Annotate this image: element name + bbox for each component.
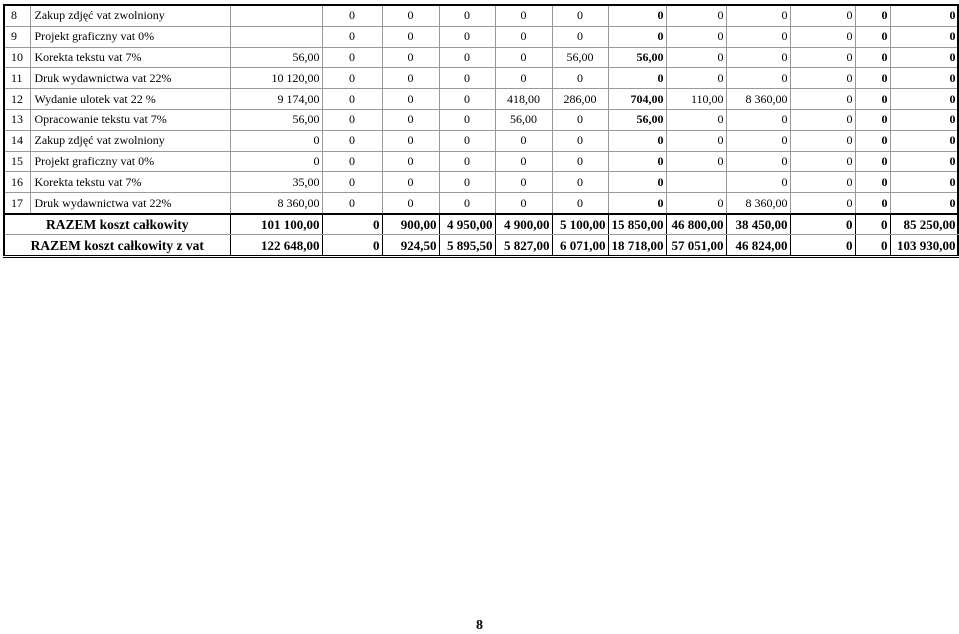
- value-cell: 0: [495, 26, 552, 47]
- cost-item-name: Druk wydawnictwa vat 22%: [30, 193, 230, 214]
- cost-item-name: Zakup zdjęć vat zwolniony: [30, 5, 230, 26]
- cost-item-name: Projekt graficzny vat 0%: [30, 151, 230, 172]
- value-cell: 35,00: [230, 172, 322, 193]
- value-cell: 0: [552, 130, 608, 151]
- value-cell: 0: [855, 151, 890, 172]
- value-cell: 0: [890, 151, 958, 172]
- value-cell: 8 360,00: [726, 193, 790, 214]
- value-cell: 0: [230, 130, 322, 151]
- value-cell: 0: [726, 172, 790, 193]
- value-cell: 0: [382, 5, 439, 26]
- total-value-cell: 0: [855, 235, 890, 257]
- totals-row: [4, 235, 958, 257]
- row-number: 8: [4, 5, 30, 26]
- cost-item-name: Druk wydawnictwa vat 22%: [30, 68, 230, 89]
- total-value-cell: 0: [322, 235, 382, 257]
- value-cell: 0: [855, 89, 890, 110]
- row-number: 9: [4, 26, 30, 47]
- total-value-cell: 85 250,00: [890, 214, 958, 235]
- value-cell: 0: [855, 26, 890, 47]
- total-value-cell: 924,50: [382, 235, 439, 257]
- totals-label: RAZEM koszt całkowity z vat: [4, 235, 230, 257]
- value-cell: 0: [552, 109, 608, 130]
- value-cell: 0: [890, 109, 958, 130]
- cost-item-name: Korekta tekstu vat 7%: [30, 47, 230, 68]
- value-cell: 0: [608, 130, 666, 151]
- cost-item-name: Opracowanie tekstu vat 7%: [30, 109, 230, 130]
- value-cell: 110,00: [666, 89, 726, 110]
- value-cell: 0: [495, 47, 552, 68]
- value-cell: 0: [726, 109, 790, 130]
- totals-label: RAZEM koszt całkowity: [4, 214, 230, 235]
- table-row: [4, 151, 958, 172]
- value-cell: 0: [230, 151, 322, 172]
- value-cell: 0: [552, 26, 608, 47]
- total-value-cell: 0: [322, 214, 382, 235]
- value-cell: 0: [608, 68, 666, 89]
- value-cell: 8 360,00: [726, 89, 790, 110]
- value-cell: 0: [666, 109, 726, 130]
- value-cell: 56,00: [608, 47, 666, 68]
- value-cell: 56,00: [608, 109, 666, 130]
- value-cell: 0: [855, 47, 890, 68]
- value-cell: 0: [855, 193, 890, 214]
- total-value-cell: 5 827,00: [495, 235, 552, 257]
- value-cell: 0: [726, 26, 790, 47]
- table-row: [4, 172, 958, 193]
- value-cell: 0: [608, 151, 666, 172]
- value-cell: 0: [439, 172, 495, 193]
- cost-item-name: Projekt graficzny vat 0%: [30, 26, 230, 47]
- value-cell: 56,00: [230, 47, 322, 68]
- value-cell: 0: [790, 193, 855, 214]
- total-value-cell: 46 800,00: [666, 214, 726, 235]
- value-cell: [230, 5, 322, 26]
- value-cell: 0: [439, 26, 495, 47]
- total-value-cell: 38 450,00: [726, 214, 790, 235]
- cost-table: [3, 4, 959, 258]
- value-cell: 0: [890, 47, 958, 68]
- value-cell: 0: [608, 5, 666, 26]
- value-cell: 0: [790, 26, 855, 47]
- value-cell: 0: [322, 47, 382, 68]
- row-number: 13: [4, 109, 30, 130]
- value-cell: 0: [890, 172, 958, 193]
- value-cell: 0: [382, 151, 439, 172]
- value-cell: 418,00: [495, 89, 552, 110]
- value-cell: 0: [790, 5, 855, 26]
- value-cell: 0: [495, 172, 552, 193]
- total-value-cell: 15 850,00: [608, 214, 666, 235]
- total-value-cell: 57 051,00: [666, 235, 726, 257]
- value-cell: 0: [439, 89, 495, 110]
- cost-item-name: Korekta tekstu vat 7%: [30, 172, 230, 193]
- value-cell: 9 174,00: [230, 89, 322, 110]
- page-number: 8: [476, 618, 483, 633]
- value-cell: 56,00: [495, 109, 552, 130]
- value-cell: 0: [608, 172, 666, 193]
- value-cell: 0: [608, 26, 666, 47]
- value-cell: 0: [322, 151, 382, 172]
- value-cell: 8 360,00: [230, 193, 322, 214]
- value-cell: 0: [322, 5, 382, 26]
- value-cell: 0: [322, 130, 382, 151]
- value-cell: 0: [726, 5, 790, 26]
- table-row: [4, 89, 958, 110]
- table-row: [4, 130, 958, 151]
- value-cell: 0: [666, 68, 726, 89]
- value-cell: 0: [382, 89, 439, 110]
- value-cell: 0: [322, 26, 382, 47]
- row-number: 16: [4, 172, 30, 193]
- table-row: [4, 47, 958, 68]
- row-number: 17: [4, 193, 30, 214]
- value-cell: 0: [382, 193, 439, 214]
- value-cell: 10 120,00: [230, 68, 322, 89]
- value-cell: 0: [439, 151, 495, 172]
- value-cell: 0: [552, 68, 608, 89]
- value-cell: 56,00: [552, 47, 608, 68]
- value-cell: 0: [666, 193, 726, 214]
- value-cell: 0: [382, 68, 439, 89]
- value-cell: 0: [552, 5, 608, 26]
- value-cell: 0: [666, 47, 726, 68]
- value-cell: 0: [890, 130, 958, 151]
- value-cell: 0: [726, 151, 790, 172]
- value-cell: 0: [790, 172, 855, 193]
- value-cell: 0: [666, 26, 726, 47]
- value-cell: 0: [495, 193, 552, 214]
- value-cell: 0: [890, 68, 958, 89]
- value-cell: 0: [890, 89, 958, 110]
- total-value-cell: 103 930,00: [890, 235, 958, 257]
- value-cell: 0: [439, 68, 495, 89]
- value-cell: 0: [790, 151, 855, 172]
- value-cell: 0: [666, 130, 726, 151]
- value-cell: 0: [439, 5, 495, 26]
- value-cell: 0: [382, 130, 439, 151]
- table-body: [4, 5, 958, 256]
- value-cell: 0: [726, 130, 790, 151]
- value-cell: 0: [790, 68, 855, 89]
- value-cell: 704,00: [608, 89, 666, 110]
- value-cell: 0: [855, 130, 890, 151]
- value-cell: 0: [552, 172, 608, 193]
- value-cell: 0: [855, 172, 890, 193]
- total-value-cell: 0: [790, 235, 855, 257]
- row-number: 12: [4, 89, 30, 110]
- value-cell: 0: [322, 172, 382, 193]
- value-cell: 56,00: [230, 109, 322, 130]
- value-cell: 0: [790, 89, 855, 110]
- value-cell: 0: [382, 109, 439, 130]
- value-cell: 0: [726, 68, 790, 89]
- value-cell: 0: [495, 151, 552, 172]
- total-value-cell: 5 895,50: [439, 235, 495, 257]
- value-cell: 0: [439, 130, 495, 151]
- value-cell: 0: [382, 172, 439, 193]
- value-cell: 0: [855, 109, 890, 130]
- total-value-cell: 5 100,00: [552, 214, 608, 235]
- row-number: 14: [4, 130, 30, 151]
- value-cell: 0: [890, 5, 958, 26]
- table-row: [4, 109, 958, 130]
- value-cell: 0: [790, 109, 855, 130]
- value-cell: 0: [322, 109, 382, 130]
- value-cell: 0: [552, 151, 608, 172]
- cost-item-name: Zakup zdjęć vat zwolniony: [30, 130, 230, 151]
- row-number: 11: [4, 68, 30, 89]
- total-value-cell: 4 950,00: [439, 214, 495, 235]
- totals-row: [4, 214, 958, 235]
- row-number: 15: [4, 151, 30, 172]
- value-cell: 0: [666, 151, 726, 172]
- total-value-cell: 18 718,00: [608, 235, 666, 257]
- value-cell: 0: [439, 47, 495, 68]
- value-cell: 0: [495, 68, 552, 89]
- value-cell: [230, 26, 322, 47]
- value-cell: 0: [322, 193, 382, 214]
- value-cell: [666, 172, 726, 193]
- value-cell: 0: [790, 130, 855, 151]
- total-value-cell: 46 824,00: [726, 235, 790, 257]
- value-cell: 0: [439, 109, 495, 130]
- table-row: [4, 26, 958, 47]
- value-cell: 0: [726, 47, 790, 68]
- total-value-cell: 6 071,00: [552, 235, 608, 257]
- value-cell: 0: [855, 68, 890, 89]
- total-value-cell: 101 100,00: [230, 214, 322, 235]
- value-cell: 0: [382, 26, 439, 47]
- total-value-cell: 0: [790, 214, 855, 235]
- total-value-cell: 4 900,00: [495, 214, 552, 235]
- value-cell: 0: [855, 5, 890, 26]
- total-value-cell: 122 648,00: [230, 235, 322, 257]
- value-cell: 0: [322, 68, 382, 89]
- table-row: [4, 5, 958, 26]
- value-cell: 0: [608, 193, 666, 214]
- table-row: [4, 193, 958, 214]
- value-cell: 0: [552, 193, 608, 214]
- total-value-cell: 0: [855, 214, 890, 235]
- cost-item-name: Wydanie ulotek vat 22 %: [30, 89, 230, 110]
- value-cell: 286,00: [552, 89, 608, 110]
- table-row: [4, 68, 958, 89]
- value-cell: 0: [495, 130, 552, 151]
- row-number: 10: [4, 47, 30, 68]
- value-cell: 0: [790, 47, 855, 68]
- value-cell: 0: [890, 193, 958, 214]
- value-cell: 0: [322, 89, 382, 110]
- value-cell: 0: [495, 5, 552, 26]
- total-value-cell: 900,00: [382, 214, 439, 235]
- value-cell: 0: [382, 47, 439, 68]
- value-cell: 0: [666, 5, 726, 26]
- value-cell: 0: [890, 26, 958, 47]
- value-cell: 0: [439, 193, 495, 214]
